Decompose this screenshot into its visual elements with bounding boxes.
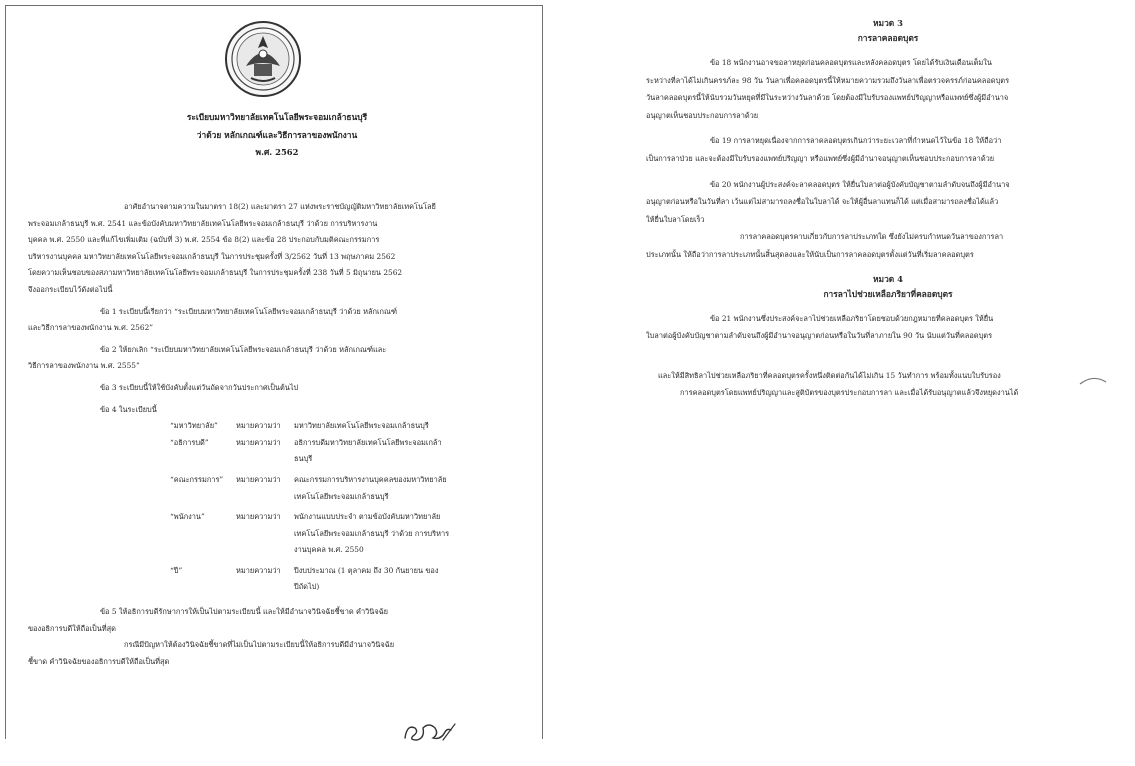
meaning-line: คณะกรรมการบริหารงานบุคคลของมหาวิทยาลัย — [294, 474, 447, 484]
clause-line: และวิธีการลาของพนักงาน พ.ศ. 2562” — [28, 323, 154, 333]
definition-means: หมายความว่า — [236, 512, 281, 522]
meaning-line: ปีงบประมาณ (1 ตุลาคม ถึง 30 กันยายน ของ — [294, 565, 439, 575]
meaning-line: พนักงานแบบประจำ ตามข้อบังคับมหาวิทยาลัย — [294, 512, 441, 522]
meaning-line: งานบุคคล พ.ศ. 2550 — [294, 545, 364, 555]
meaning-line: ปีถัดไป) — [294, 582, 320, 592]
clause-line: ข้อ 2 ให้ยกเลิก “ระเบียบมหาวิทยาลัยเทคโนโลยีพระจอมเกล้าธนบุรี ว่าด้วย หลักเกณฑ์และ — [100, 344, 387, 354]
clause-20 — [646, 176, 1130, 264]
clause-1 — [28, 304, 526, 337]
page-curl-icon — [1078, 374, 1108, 386]
clause-line: ข้อ 20 พนักงานผู้ประสงค์จะลาคลอดบุตร ให้ยื่นใบลาต่อผู้บังคับบัญชาตามลำดับจนถึงผู้มีอำนาจ — [710, 179, 1010, 189]
meaning-line: ธนบุรี — [294, 454, 313, 464]
right-document-page — [646, 8, 1130, 453]
definition-means: หมายความว่า — [236, 565, 281, 575]
chapter-3-subheading: การลาคลอดบุตร — [857, 33, 919, 43]
meaning-line: เทคโนโลยีพระจอมเกล้าธนบุรี — [294, 491, 389, 501]
definition-item — [170, 435, 526, 468]
clause-line: ใบลาต่อผู้บังคับบัญชาตามลำดับจนถึงผู้มีอำนาจอนุญาตก่อนหรือในวันที่ลาภายใน 90 วัน นับแต่วันที่คลอดบุตร — [646, 331, 993, 341]
definition-term: “มหาวิทยาลัย” — [170, 421, 218, 431]
chapter-4-heading: หมวด 4 — [873, 273, 903, 284]
clause-line: กรณีมีปัญหาให้ต้องวินิจฉัยชี้ขาดที่ไม่เป็นไปตามระเบียบนี้ให้อธิการบดีมีอำนาจวินิจฉัย — [124, 640, 395, 650]
clause-line: ชี้ขาด คำวินิจฉัยของอธิการบดีให้ถือเป็นที่สุด — [28, 656, 170, 666]
university-seal-icon — [224, 20, 302, 98]
clause-18 — [646, 54, 1130, 124]
preamble-line: โดยความเห็นชอบของสภามหาวิทยาลัยเทคโนโลยีพระจอมเกล้าธนบุรี ในการประชุมครั้งที่ 238 วันที่ 5 มิถุนายน 2562 — [28, 268, 403, 278]
clause-line: ของอธิการบดีให้ถือเป็นที่สุด — [28, 623, 116, 633]
chapter-3-heading: หมวด 3 — [873, 18, 903, 28]
definition-item — [170, 472, 526, 505]
definition-meaning — [294, 509, 526, 559]
definition-term: “อธิการบดี” — [170, 437, 209, 447]
clause-line: ประเภทนั้น ให้ถือว่าการลาประเภทนั้นสิ้นสุดลงและให้นับเป็นการลาคลอดบุตรตั้งแต่วันที่เริ่มลาคลอดบุตร — [646, 249, 974, 259]
preamble-line: พระจอมเกล้าธนบุรี พ.ศ. 2541 และข้อบังคับมหาวิทยาลัยเทคโนโลยีพระจอมเกล้าธนบุรี ว่าด้วย การบริหารงาน — [28, 218, 378, 228]
handwritten-signature-icon — [399, 718, 461, 746]
clause-line: วันลาคลอดบุตรนี้ให้นับรวมวันหยุดที่มีในระหว่างวันลาด้วย โดยต้องมีใบรับรองแพทย์ปริญญาหรือแพทย์ซึ่งผู้มีอำนาจ — [646, 93, 1009, 103]
title-line-2: ว่าด้วย หลักเกณฑ์และวิธีการลาของพนักงาน — [196, 130, 358, 140]
continuation-line: และให้มีสิทธิลาไปช่วยเหลือภริยาที่คลอดบุตรครั้งหนึ่งติดต่อกันได้ไม่เกิน 15 วันทำการ พร้อมทั้งแนบใบรับรอง — [658, 370, 1001, 380]
definition-meaning — [294, 418, 526, 435]
clause-line: วิธีการลาของพนักงาน พ.ศ. 2555” — [28, 361, 140, 371]
clause-5 — [28, 604, 526, 670]
definition-item — [170, 418, 526, 435]
clause-line: ระหว่างที่ลาได้ไม่เกินครรภ์ละ 98 วัน วันลาเพื่อคลอดบุตรนี้ให้หมายความรวมถึงวันลาเพื่อตรวจครรภ์ก่อนคลอดบุตร — [646, 75, 1010, 85]
clause-line: อนุญาตก่อนหรือในวันที่ลา เว้นแต่ไม่สามารถลงชื่อในใบลาได้ จะให้ผู้อื่นลาแทนก็ได้ แต่เมื่อสามารถลงชื่อได้แล้ว — [646, 197, 999, 207]
definition-meaning — [294, 472, 526, 505]
clause-line: ข้อ 19 การลาหยุดเนื่องจากการลาคลอดบุตรเกินกว่าระยะเวลาที่กำหนดไว้ในข้อ 18 ให้ถือว่า — [710, 136, 1002, 146]
clause-line: อนุญาตเห็นชอบประกอบการลาด้วย — [646, 110, 759, 120]
clause-line: ข้อ 1 ระเบียบนี้เรียกว่า “ระเบียบมหาวิทยาลัยเทคโนโลยีพระจอมเกล้าธนบุรี ว่าด้วย หลักเกณฑ์ — [100, 306, 397, 316]
clause-4: ข้อ 4 ในระเบียบนี้ — [100, 404, 157, 414]
clause-3: ข้อ 3 ระเบียบนี้ให้ใช้บังคับตั้งแต่วันถัดจากวันประกาศเป็นต้นไป — [100, 382, 299, 392]
definition-term: “คณะกรรมการ” — [170, 474, 224, 484]
left-document-page — [5, 5, 543, 739]
meaning-line: อธิการบดีมหาวิทยาลัยเทคโนโลยีพระจอมเกล้า — [294, 437, 442, 447]
title-line-1: ระเบียบมหาวิทยาลัยเทคโนโลยีพระจอมเกล้าธนบุรี — [186, 112, 368, 122]
definition-meaning — [294, 563, 526, 596]
definition-term: “ปี” — [170, 565, 183, 575]
meaning-line: เทคโนโลยีพระจอมเกล้าธนบุรี ว่าด้วย การบริหาร — [294, 528, 450, 538]
clause-21 — [646, 310, 1130, 345]
title-line-3: พ.ศ. 2562 — [255, 147, 299, 157]
definition-means: หมายความว่า — [236, 421, 281, 431]
continuation-line: การคลอดบุตรโดยแพทย์ปริญญาและสูติบัตรของบุตรประกอบการลา และเมื่อได้รับอนุญาตแล้วจึงหยุดงานได้ — [680, 388, 1019, 398]
definition-means: หมายความว่า — [236, 474, 281, 484]
clause-line: ข้อ 18 พนักงานอาจขอลาหยุดก่อนคลอดบุตรและหลังคลอดบุตร โดยได้รับเงินเดือนเต็มใน — [710, 58, 992, 67]
definitions-list — [170, 418, 526, 596]
clause-line: ข้อ 5 ให้อธิการบดีรักษาการให้เป็นไปตามระเบียบนี้ และให้มีอำนาจวินิจฉัยชี้ขาด คำวินิจฉัย — [100, 607, 389, 617]
document-title — [28, 108, 526, 161]
definition-term: “พนักงาน” — [170, 512, 205, 522]
preamble-line: อาศัยอำนาจตามความในมาตรา 18(2) และมาตรา 27 แห่งพระราชบัญญัติมหาวิทยาลัยเทคโนโลยี — [124, 202, 436, 211]
clause-line: ให้ยื่นใบลาโดยเร็ว — [646, 214, 705, 224]
definition-means: หมายความว่า — [236, 437, 281, 447]
clause-2 — [28, 342, 526, 375]
preamble — [28, 199, 526, 299]
clause-line: เป็นการลาป่วย และจะต้องมีใบรับรองแพทย์ปริญญา หรือแพทย์ซึ่งผู้มีอำนาจอนุญาตเห็นชอบประกอบการลาด้วย — [646, 153, 995, 163]
clause-21-continuation — [646, 367, 1130, 402]
definition-item — [170, 509, 526, 559]
preamble-line: จึงออกระเบียบไว้ดังต่อไปนี้ — [28, 284, 113, 294]
definition-meaning — [294, 435, 526, 468]
preamble-line: บริหารงานบุคคล มหาวิทยาลัยเทคโนโลยีพระจอมเกล้าธนบุรี ในการประชุมครั้งที่ 3/2562 วันที่ 13 พฤษภาคม 2562 — [28, 251, 396, 261]
chapter-4-subheading: การลาไปช่วยเหลือภริยาที่คลอดบุตร — [823, 288, 953, 299]
clause-19 — [646, 132, 1130, 167]
preamble-line: บุคคล พ.ศ. 2550 และที่แก้ไขเพิ่มเติม (ฉบับที่ 3) พ.ศ. 2554 ข้อ 8(2) และข้อ 28 ประกอบกับมติคณะกรรมการ — [28, 235, 380, 245]
clause-line: การลาคลอดบุตรคาบเกี่ยวกับการลาประเภทใด ซึ่งยังไม่ครบกำหนดวันลาของการลา — [740, 232, 1004, 242]
clause-line: ข้อ 21 พนักงานซึ่งประสงค์จะลาไปช่วยเหลือภริยาโดยชอบด้วยกฎหมายที่คลอดบุตร ให้ยื่น — [710, 313, 994, 323]
definition-item — [170, 563, 526, 596]
meaning-line: มหาวิทยาลัยเทคโนโลยีพระจอมเกล้าธนบุรี — [294, 421, 429, 431]
